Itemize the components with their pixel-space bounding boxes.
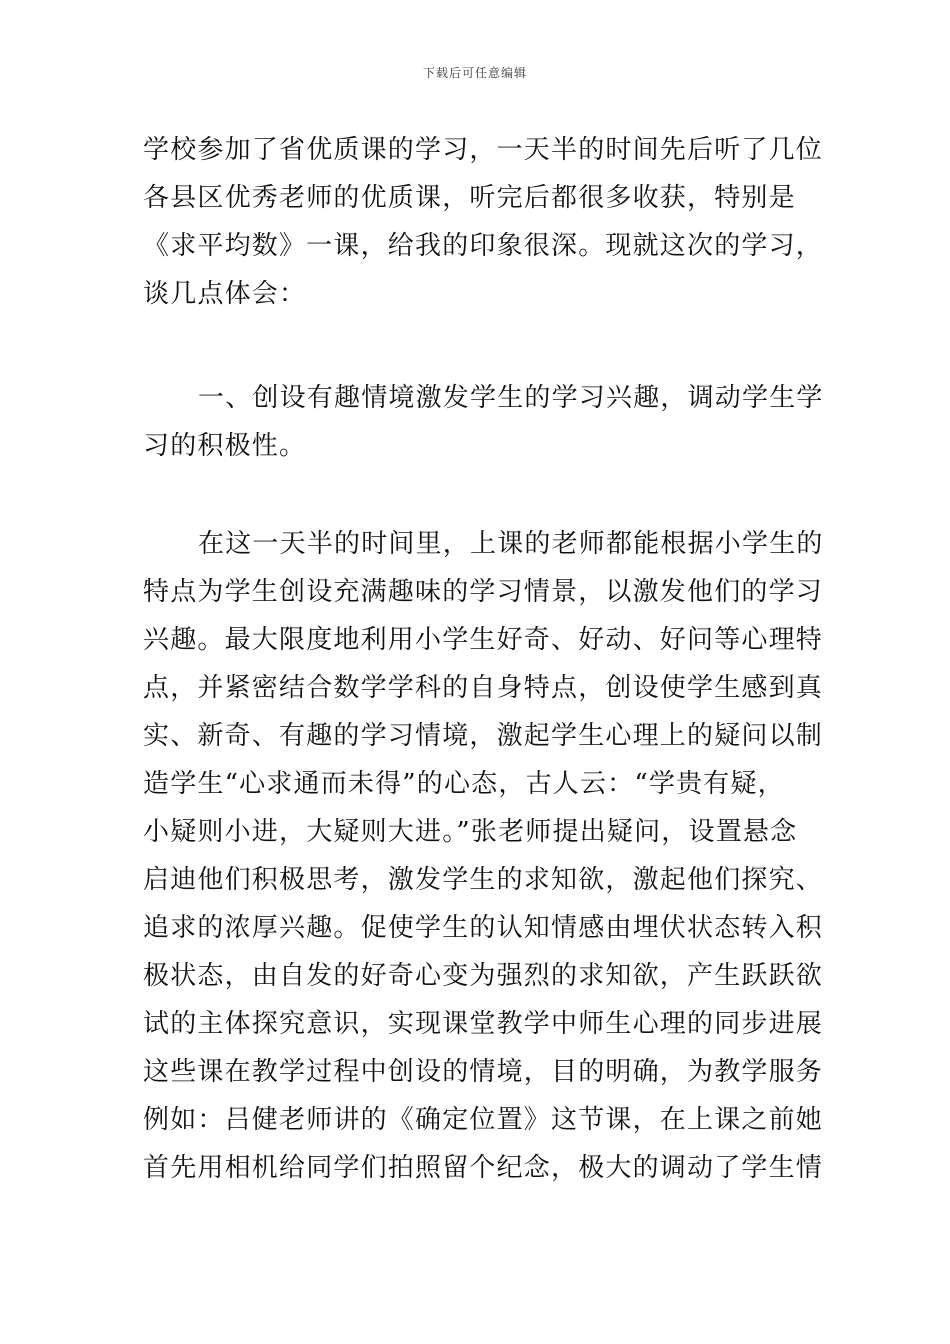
text-line: 《求平均数》一课，给我的印象很深。现就这次的学习， bbox=[143, 231, 824, 261]
text-line: 实、新奇、有趣的学习情境，激起学生心理上的疑问以制 bbox=[143, 721, 824, 751]
paragraph-gap bbox=[143, 470, 811, 520]
text-line: 兴趣。最大限度地利用小学生好奇、好动、好问等心理特 bbox=[143, 625, 824, 655]
text-line: 这些课在教学过程中创设的情境，目的明确，为教学服务 bbox=[143, 1057, 824, 1087]
text-line: 例如：吕健老师讲的《确定位置》这节课，在上课之前她 bbox=[143, 1105, 824, 1135]
paragraph-gap bbox=[143, 318, 811, 374]
text-line: 首先用相机给同学们拍照留个纪念，极大的调动了学生情 bbox=[143, 1153, 824, 1183]
text-line: 启迪他们积极思考，激发学生的求知欲，激起他们探究、 bbox=[143, 865, 824, 895]
page-header-note: 下载后可任意编辑 bbox=[422, 66, 527, 80]
text-line: 谈几点体会： bbox=[143, 279, 307, 309]
text-line: 点，并紧密结合数学学科的自身特点，创设使学生感到真 bbox=[143, 673, 824, 703]
section-heading-line: 一、创设有趣情境激发学生的学习兴趣，调动学生学 bbox=[198, 383, 824, 413]
section-heading-line: 习的积极性。 bbox=[143, 431, 307, 461]
text-line: 极状态，由自发的好奇心变为强烈的求知欲，产生跃跃欲 bbox=[143, 961, 824, 991]
text-line: 小疑则小进，大疑则大进。”张老师提出疑问，设置悬念 bbox=[143, 817, 798, 847]
text-line: 追求的浓厚兴趣。促使学生的认知情感由埋伏状态转入积 bbox=[143, 913, 824, 943]
text-line: 特点为学生创设充满趣味的学习情景，以激发他们的学习 bbox=[143, 577, 824, 607]
text-line: 试的主体探究意识，实现课堂教学中师生心理的同步进展 bbox=[143, 1009, 824, 1039]
text-line: 学校参加了省优质课的学习，一天半的时间先后听了几位 bbox=[143, 135, 824, 165]
document-body bbox=[143, 126, 824, 1192]
text-line: 在这一天半的时间里，上课的老师都能根据小学生的 bbox=[198, 529, 824, 559]
text-line: 各县区优秀老师的优质课，听完后都很多收获，特别是 bbox=[143, 183, 796, 213]
text-line: 造学生“心求通而未得”的心态，古人云：“学贵有疑， bbox=[143, 769, 785, 799]
